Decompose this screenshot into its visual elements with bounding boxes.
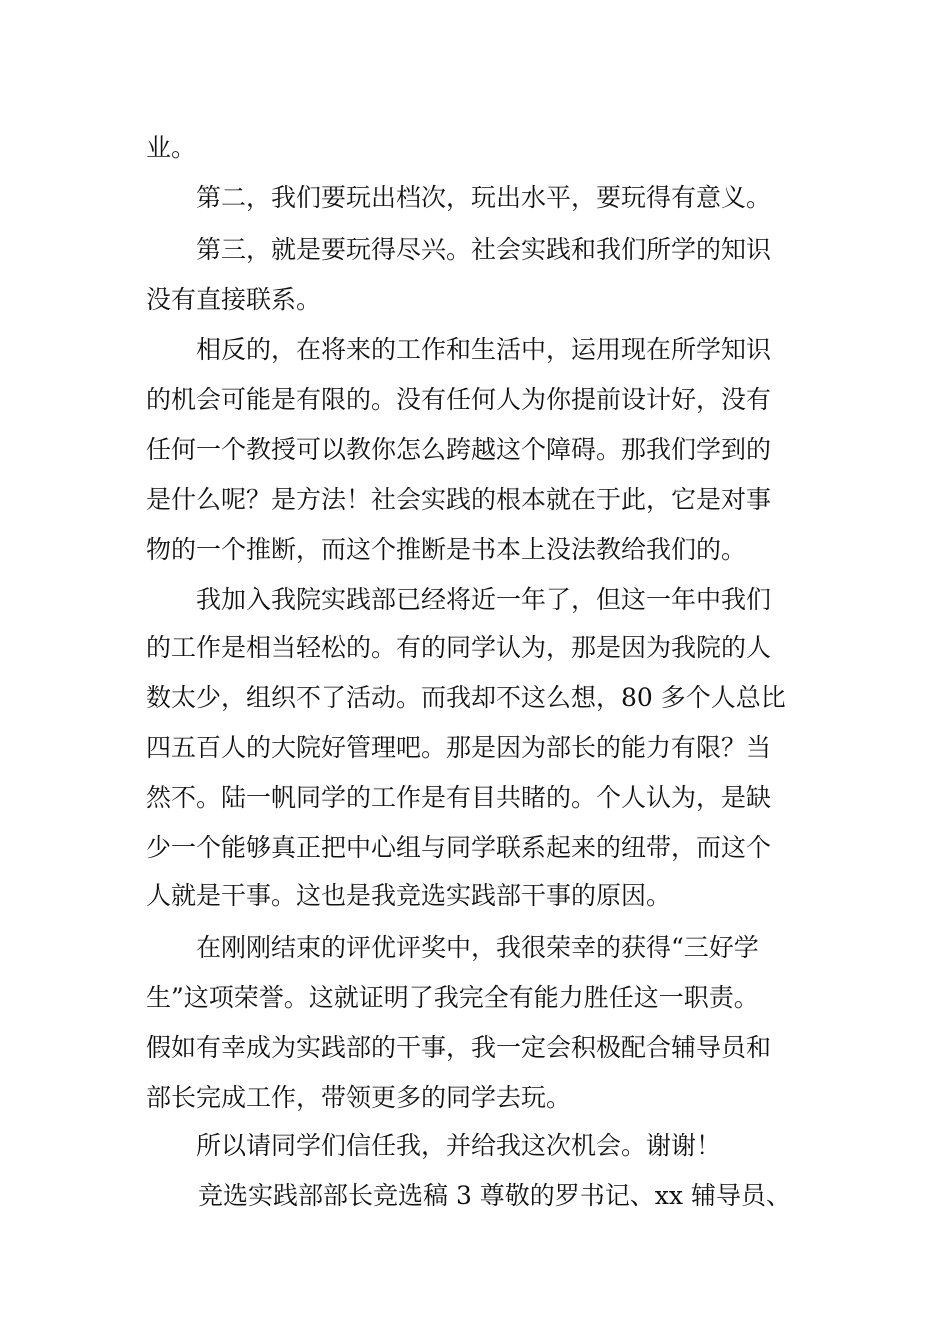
- text-line-6: 的机会可能是有限的。没有任何人为你提前设计好，没有: [146, 385, 772, 414]
- text-line-9: 物的一个推断，而这个推断是书本上没法教给我们的。: [146, 535, 747, 564]
- text-line-7: 任何一个教授可以教你怎么跨越这个障碍。那我们学到的: [146, 435, 772, 464]
- text-line-15: 少一个能够真正把中心组与同学联系起来的纽带，而这个: [146, 833, 772, 862]
- text-line-10: 我加入我院实践部已经将近一年了，但这一年中我们: [196, 585, 772, 614]
- text-line-5: 相反的，在将来的工作和生活中，运用现在所学知识: [196, 335, 772, 364]
- text-line-19: 假如有幸成为实践部的干事，我一定会积极配合辅导员和: [146, 1033, 772, 1062]
- text-line-22: 竞选实践部部长竞选稿 3 尊敬的罗书记、xx 辅导员、: [198, 1181, 791, 1210]
- text-line-2: 第二，我们要玩出档次，玩出水平，要玩得有意义。: [196, 183, 772, 212]
- text-line-3: 第三，就是要玩得尽兴。社会实践和我们所学的知识: [196, 235, 772, 264]
- text-line-17: 在刚刚结束的评优评奖中，我很荣幸的获得“三好学: [196, 933, 759, 962]
- text-line-12: 数太少，组织不了活动。而我却不这么想，80 多个人总比: [146, 683, 786, 712]
- text-line-16: 人就是干事。这也是我竞选实践部干事的原因。: [146, 881, 672, 910]
- text-line-21: 所以请同学们信任我，并给我这次机会。谢谢！: [196, 1131, 722, 1160]
- text-line-11: 的工作是相当轻松的。有的同学认为，那是因为我院的人: [146, 633, 772, 662]
- text-line-18: 生”这项荣誉。这就证明了我完全有能力胜任这一职责。: [146, 983, 759, 1012]
- text-line-8: 是什么呢？是方法！社会实践的根本就在于此，它是对事: [146, 485, 772, 514]
- text-line-20: 部长完成工作，带领更多的同学去玩。: [146, 1083, 572, 1112]
- text-line-4: 没有直接联系。: [146, 285, 322, 314]
- text-line-14: 然不。陆一帆同学的工作是有目共睹的。个人认为，是缺: [146, 783, 772, 812]
- text-line-1: 业。: [146, 133, 197, 162]
- text-line-13: 四五百人的大院好管理吧。那是因为部长的能力有限？当: [146, 733, 772, 762]
